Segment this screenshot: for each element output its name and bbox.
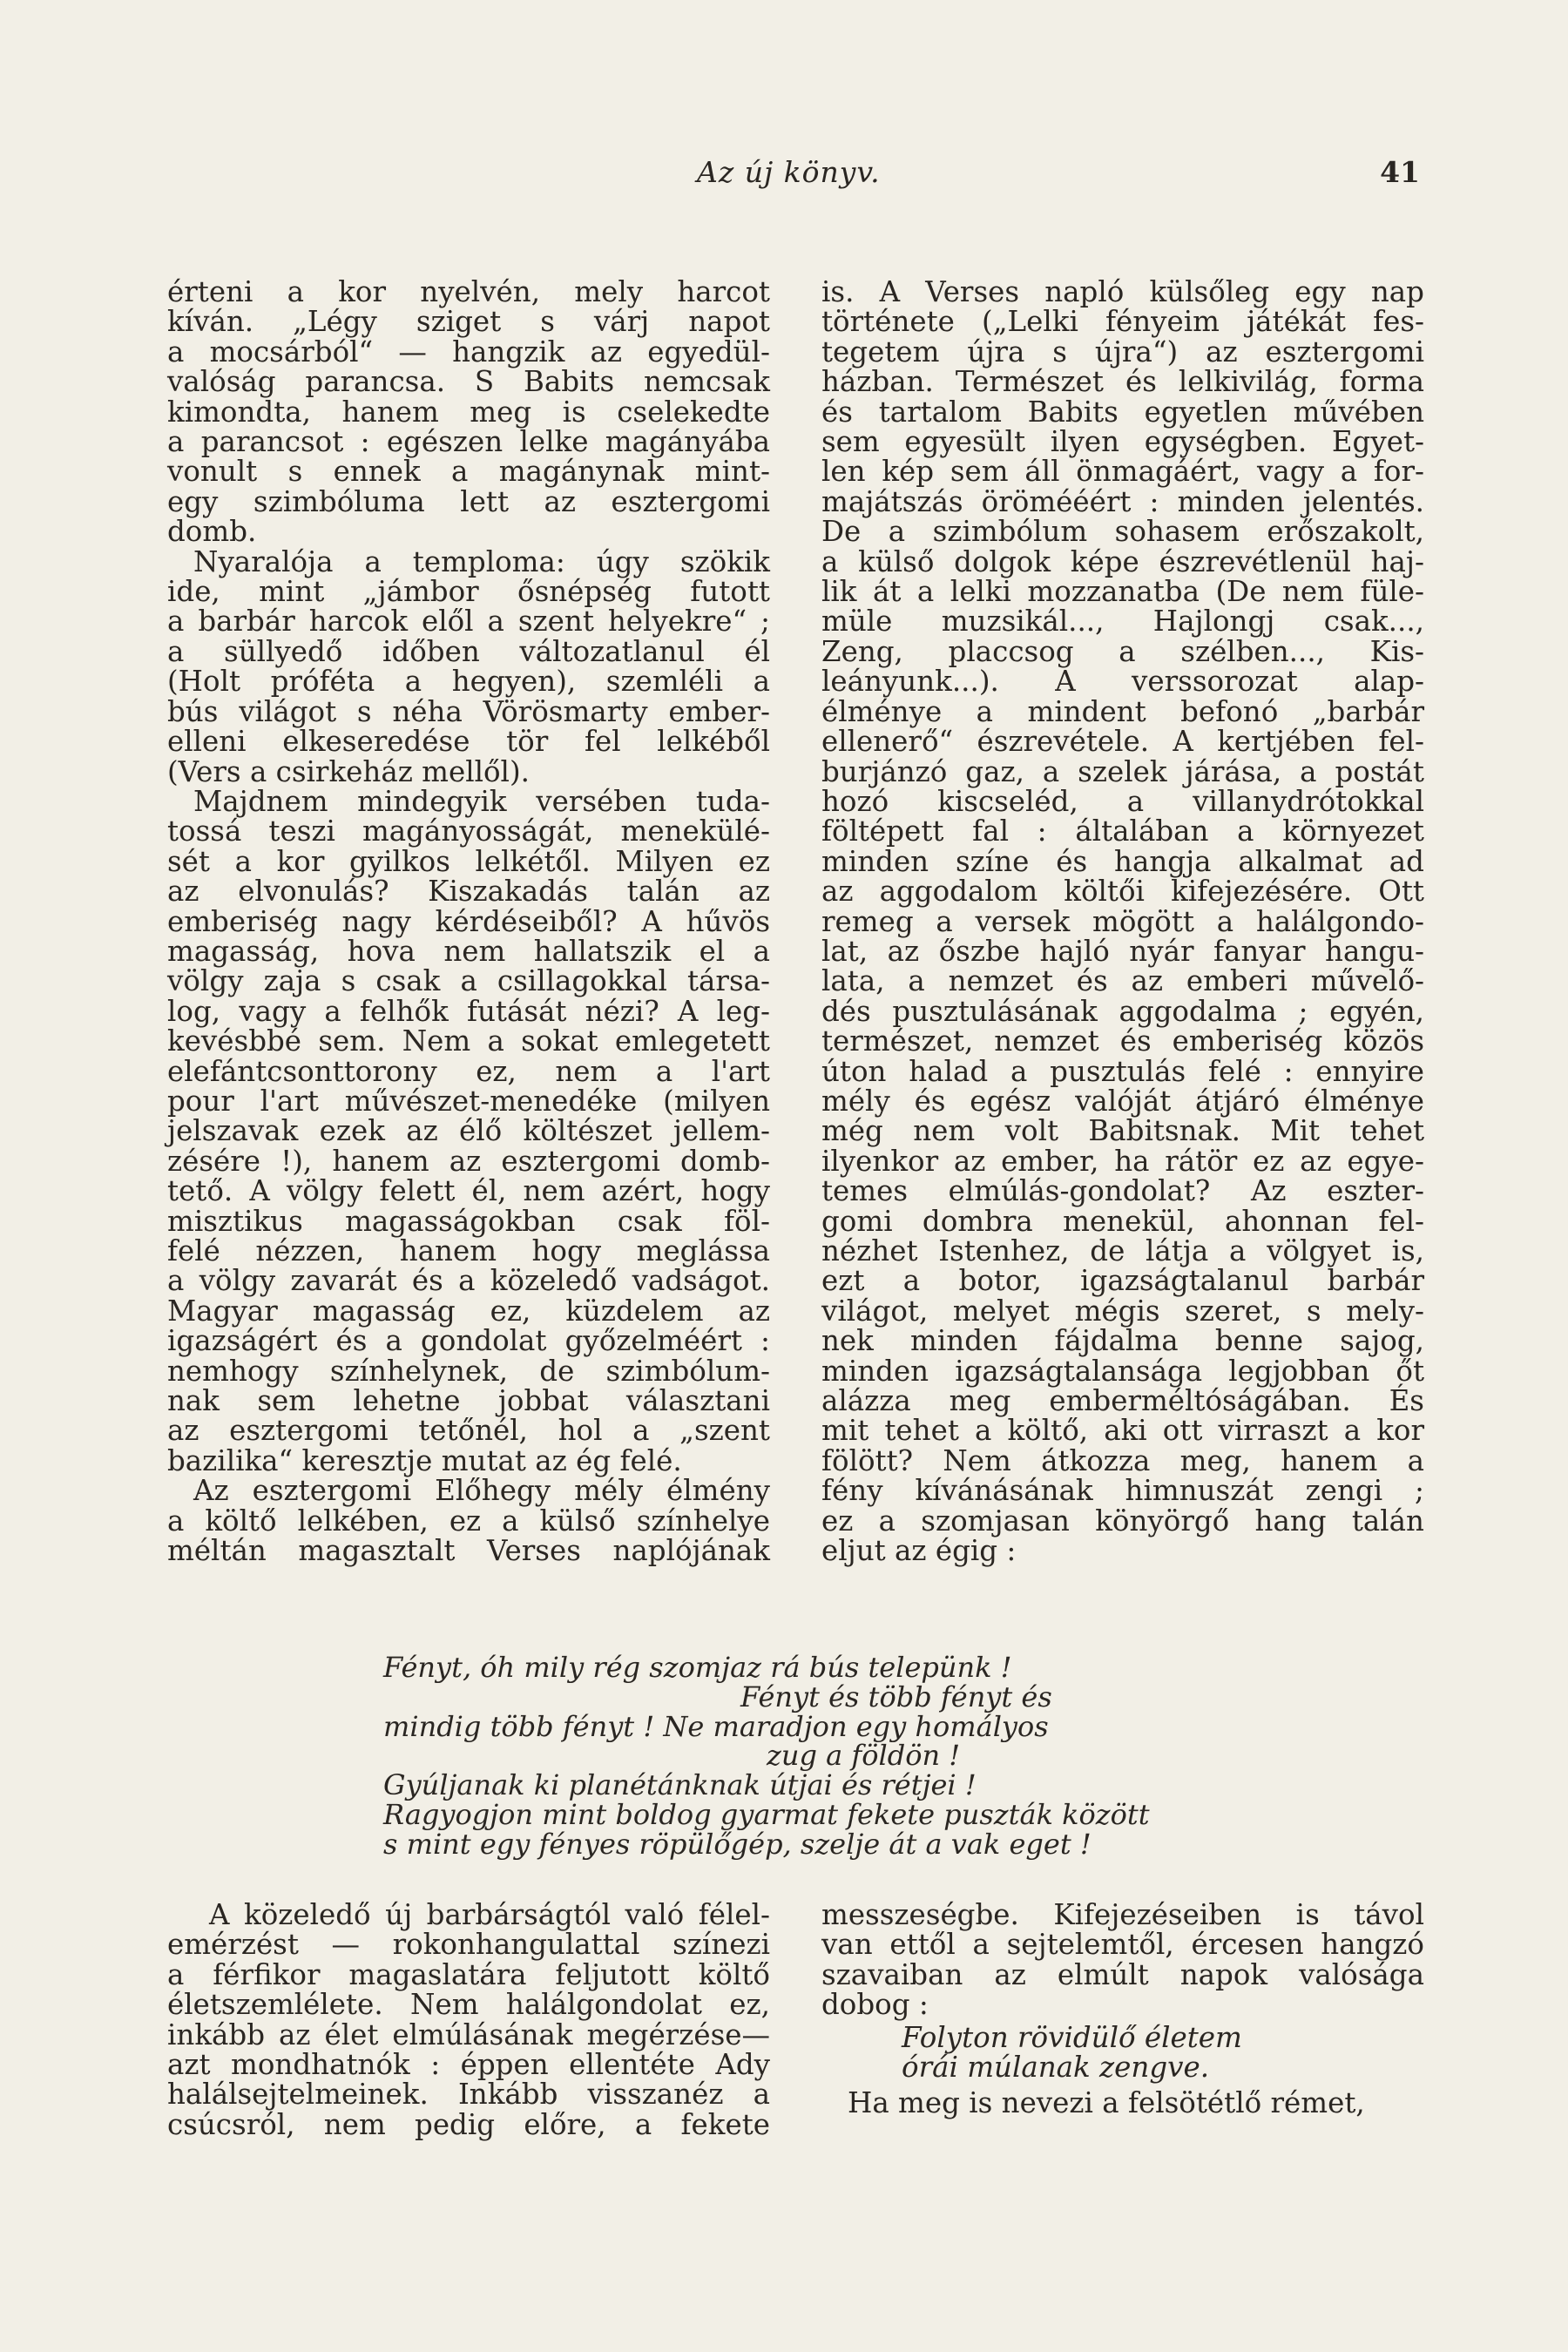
text-line: eljut az égig : [821, 1534, 1017, 1568]
text-line: domb. [167, 515, 257, 549]
text-line: sét a kor gyilkos lelkétől. Milyen ez [167, 844, 770, 878]
text-line: nemhogy színhelynek, de szimbólum- [167, 1354, 770, 1388]
text-line: jelszavak ezek az élő költészet jellem- [167, 1114, 770, 1148]
poem-line: mindig több fényt ! Ne maradjon egy homályos [383, 1709, 1049, 1743]
text-line: dobog : [821, 1988, 929, 2022]
quote-line: Folyton rövidülő életem [902, 2020, 1242, 2054]
text-line: világot, melyet mégis szeret, s mely- [821, 1294, 1424, 1328]
text-line: az esztergomi tetőnél, hol a „szent [167, 1414, 770, 1448]
text-line: emberiség nagy kérdéseiből? A hűvös [167, 904, 770, 938]
text-line: a süllyedő időben változatlanul él [167, 634, 770, 668]
text-line: messzeségbe. Kifejezéseiben is távol [821, 1898, 1424, 1931]
text-column-right-lower [821, 1900, 1424, 2119]
text-line: Ha meg is nevezi a felsötétlő rémet, [848, 2086, 1365, 2120]
text-line: az elvonulás? Kiszakadás talán az [167, 875, 770, 909]
text-line: bazilika“ keresztje mutat az ég felé. [167, 1443, 682, 1477]
text-line: len kép sem áll önmagáért, vagy a for- [821, 455, 1424, 489]
text-line: Zeng, placcsog a szélben..., Kis- [821, 634, 1424, 668]
text-line: inkább az élet elmúlásának megérzése— [167, 2017, 770, 2051]
text-line: A közeledő új barbárságtól való félel- [209, 1898, 770, 1931]
text-column-right [821, 275, 1424, 1568]
text-line: nek minden fájdalma benne sajog, [821, 1324, 1424, 1358]
text-line: egy szimbóluma lett az esztergomi [167, 484, 770, 518]
text-line: csúcsról, nem pedig előre, a fekete [167, 2107, 770, 2141]
text-column-left-lower [167, 1900, 770, 2139]
text-line: zésére !), hanem az esztergomi domb- [167, 1144, 770, 1178]
text-line: kevésbbé sem. Nem a sokat emlegetett [167, 1024, 770, 1058]
text-line: valóság parancsa. S Babits nemcsak [167, 365, 770, 399]
text-line: még nem volt Babitsnak. Mit tehet [821, 1114, 1424, 1148]
text-line: Magyar magasság ez, küzdelem az [167, 1294, 770, 1328]
text-line: (Holt próféta a hegyen), szemléli a [167, 665, 770, 699]
text-line: Nyaralója a temploma: úgy szökik [193, 544, 770, 578]
text-line: a völgy zavarát és a közeledő vadságot. [167, 1264, 770, 1298]
text-line: tossá teszi magányosságát, menekülé- [167, 814, 770, 848]
text-line: Az esztergomi Előhegy mély élmény [193, 1474, 770, 1508]
running-head: Az új könyv. [697, 155, 881, 189]
poem-line: s mint egy fényes röpülőgép, szelje át a vak eget ! [383, 1827, 1092, 1861]
text-line: leányunk...). A verssorozat alap- [821, 665, 1424, 699]
text-line: úton halad a pusztulás felé : ennyire [821, 1054, 1424, 1088]
text-line: müle muzsikál..., Hajlongj csak..., [821, 605, 1424, 639]
text-line: Majdnem mindegyik versében tuda- [193, 784, 770, 818]
text-line: ilyenkor az ember, ha rátör ez az egye- [821, 1144, 1424, 1178]
text-line: felé nézzen, hanem hogy meglássa [167, 1234, 770, 1267]
text-line: elleni elkeseredése tör fel lelkéből [167, 725, 770, 759]
text-line: természet, nemzet és emberiség közös [821, 1024, 1424, 1058]
poem-line: Fényt és több fényt és [740, 1680, 1052, 1713]
text-line: magasság, hova nem hallatszik el a [167, 934, 770, 968]
poem-line: Ragyogjon mint boldog gyarmat fekete puszták között [383, 1797, 1150, 1831]
text-line: is. A Verses napló külsőleg egy nap [821, 275, 1424, 308]
text-line: nézhet Istenhez, de látja a völgyet is, [821, 1234, 1424, 1267]
text-line: majátszás örömééért : minden jelentés. [821, 484, 1424, 518]
text-line: nak sem lehetne jobbat választani [167, 1384, 770, 1418]
text-line: ide, mint „jámbor ősnépség futott [167, 575, 770, 609]
text-line: van ettől a sejtelemtől, ércesen hangzó [821, 1928, 1424, 1962]
text-line: dés pusztulásának aggodalma ; egyén, [821, 994, 1424, 1028]
text-line: sem egyesült ilyen egységben. Egyet- [821, 425, 1424, 459]
text-line: fény kívánásának himnuszát zengi ; [821, 1474, 1424, 1508]
text-line: misztikus magasságokban csak föl- [167, 1204, 770, 1238]
text-line: tegetem újra s újra“) az esztergomi [821, 335, 1424, 368]
text-line: története („Lelki fényeim játékát fes- [821, 305, 1424, 339]
text-line: a barbár harcok elől a szent helyekre“ ; [167, 605, 770, 639]
text-line: a férfikor magaslatára feljutott költő [167, 1957, 770, 1991]
poem-line: zug a földön ! [767, 1739, 961, 1773]
text-line: minden színe és hangja alkalmat ad [821, 844, 1424, 878]
poem-quotation [383, 1653, 1254, 1860]
text-line: kíván. „Légy sziget s várj napot [167, 305, 770, 339]
text-line: a parancsot : egészen lelke magányába [167, 425, 770, 459]
text-line: burjánzó gaz, a szelek járása, a postát [821, 754, 1424, 788]
poem-line: Fényt, óh mily rég szomjaz rá bús telepünk ! [383, 1651, 1012, 1684]
text-line: életszemlélete. Nem halálgondolat ez, [167, 1988, 770, 2022]
text-line: lata, a nemzet és az emberi művelő- [821, 964, 1424, 998]
text-line: és tartalom Babits egyetlen művében [821, 395, 1424, 429]
text-line: vonult s ennek a magánynak mint- [167, 455, 770, 489]
text-line: az aggodalom költői kifejezésére. Ott [821, 875, 1424, 909]
text-line: lat, az őszbe hajló nyár fanyar hangu- [821, 934, 1424, 968]
text-line: ellenerő“ észrevétele. A kertjében fel- [821, 725, 1424, 759]
text-line: remeg a versek mögött a halálgondo- [821, 904, 1424, 938]
text-line: igazságért és a gondolat győzelméért : [167, 1324, 770, 1358]
text-line: házban. Természet és lelkivilág, forma [821, 365, 1424, 399]
text-line: a külső dolgok képe észrevétlenül haj- [821, 544, 1424, 578]
text-line: élménye a mindent befonó „barbár [821, 694, 1424, 728]
text-line: szavaiban az elmúlt napok valósága [821, 1957, 1424, 1991]
text-line: lik át a lelki mozzanatba (De nem füle- [821, 575, 1424, 609]
text-line: temes elmúlás-gondolat? Az eszter- [821, 1174, 1424, 1208]
page-number: 41 [1380, 155, 1420, 189]
text-line: völgy zaja s csak a csillagokkal társa- [167, 964, 770, 998]
quote-line: órái múlanak zengve. [902, 2051, 1210, 2085]
text-line: emérzést — rokonhangulattal színezi [167, 1928, 770, 1962]
text-line: mély és egész valóját átjáró élménye [821, 1084, 1424, 1118]
text-column-left [167, 275, 770, 1568]
text-line: ezt a botor, igazságtalanul barbár [821, 1264, 1424, 1298]
text-line: De a szimbólum sohasem erőszakolt, [821, 515, 1424, 549]
text-line: érteni a kor nyelvén, mely harcot [167, 275, 770, 308]
inline-quotation [821, 2020, 1424, 2085]
text-line: azt mondhatnók : éppen ellentéte Ady [167, 2048, 770, 2082]
text-line: gomi dombra menekül, ahonnan fel- [821, 1204, 1424, 1238]
text-line: elefántcsonttorony ez, nem a l'art [167, 1054, 770, 1088]
text-line: (Vers a csirkeház mellől). [167, 754, 530, 788]
poem-line: Gyúljanak ki planétánknak útjai és rétjei ! [383, 1768, 977, 1802]
text-line: minden igazságtalansága legjobban őt [821, 1354, 1424, 1388]
text-line: pour l'art művészet-menedéke (milyen [167, 1084, 770, 1118]
text-line: hozó kiscseléd, a villanydrótokkal [821, 784, 1424, 818]
text-line: kimondta, hanem meg is cselekedte [167, 395, 770, 429]
text-line: tető. A völgy felett él, nem azért, hogy [167, 1174, 770, 1208]
text-line: alázza meg emberméltóságában. És [821, 1384, 1424, 1418]
text-line: a költő lelkében, ez a külső színhelye [167, 1504, 770, 1538]
text-line: bús világot s néha Vörösmarty ember- [167, 694, 770, 728]
text-line: log, vagy a felhők futását nézi? A leg- [167, 994, 770, 1028]
text-line: mit tehet a költő, aki ott virraszt a kor [821, 1414, 1424, 1448]
text-line: a mocsárból“ — hangzik az egyedül- [167, 335, 770, 368]
page-header [166, 155, 1420, 199]
text-line: halálsejtelmeinek. Inkább visszanéz a [167, 2078, 770, 2112]
text-line: ez a szomjasan könyörgő hang talán [821, 1504, 1424, 1538]
text-line: méltán magasztalt Verses naplójának [167, 1534, 770, 1568]
text-line: föltépett fal : általában a környezet [821, 814, 1424, 848]
text-line: fölött? Nem átkozza meg, hanem a [821, 1443, 1424, 1477]
